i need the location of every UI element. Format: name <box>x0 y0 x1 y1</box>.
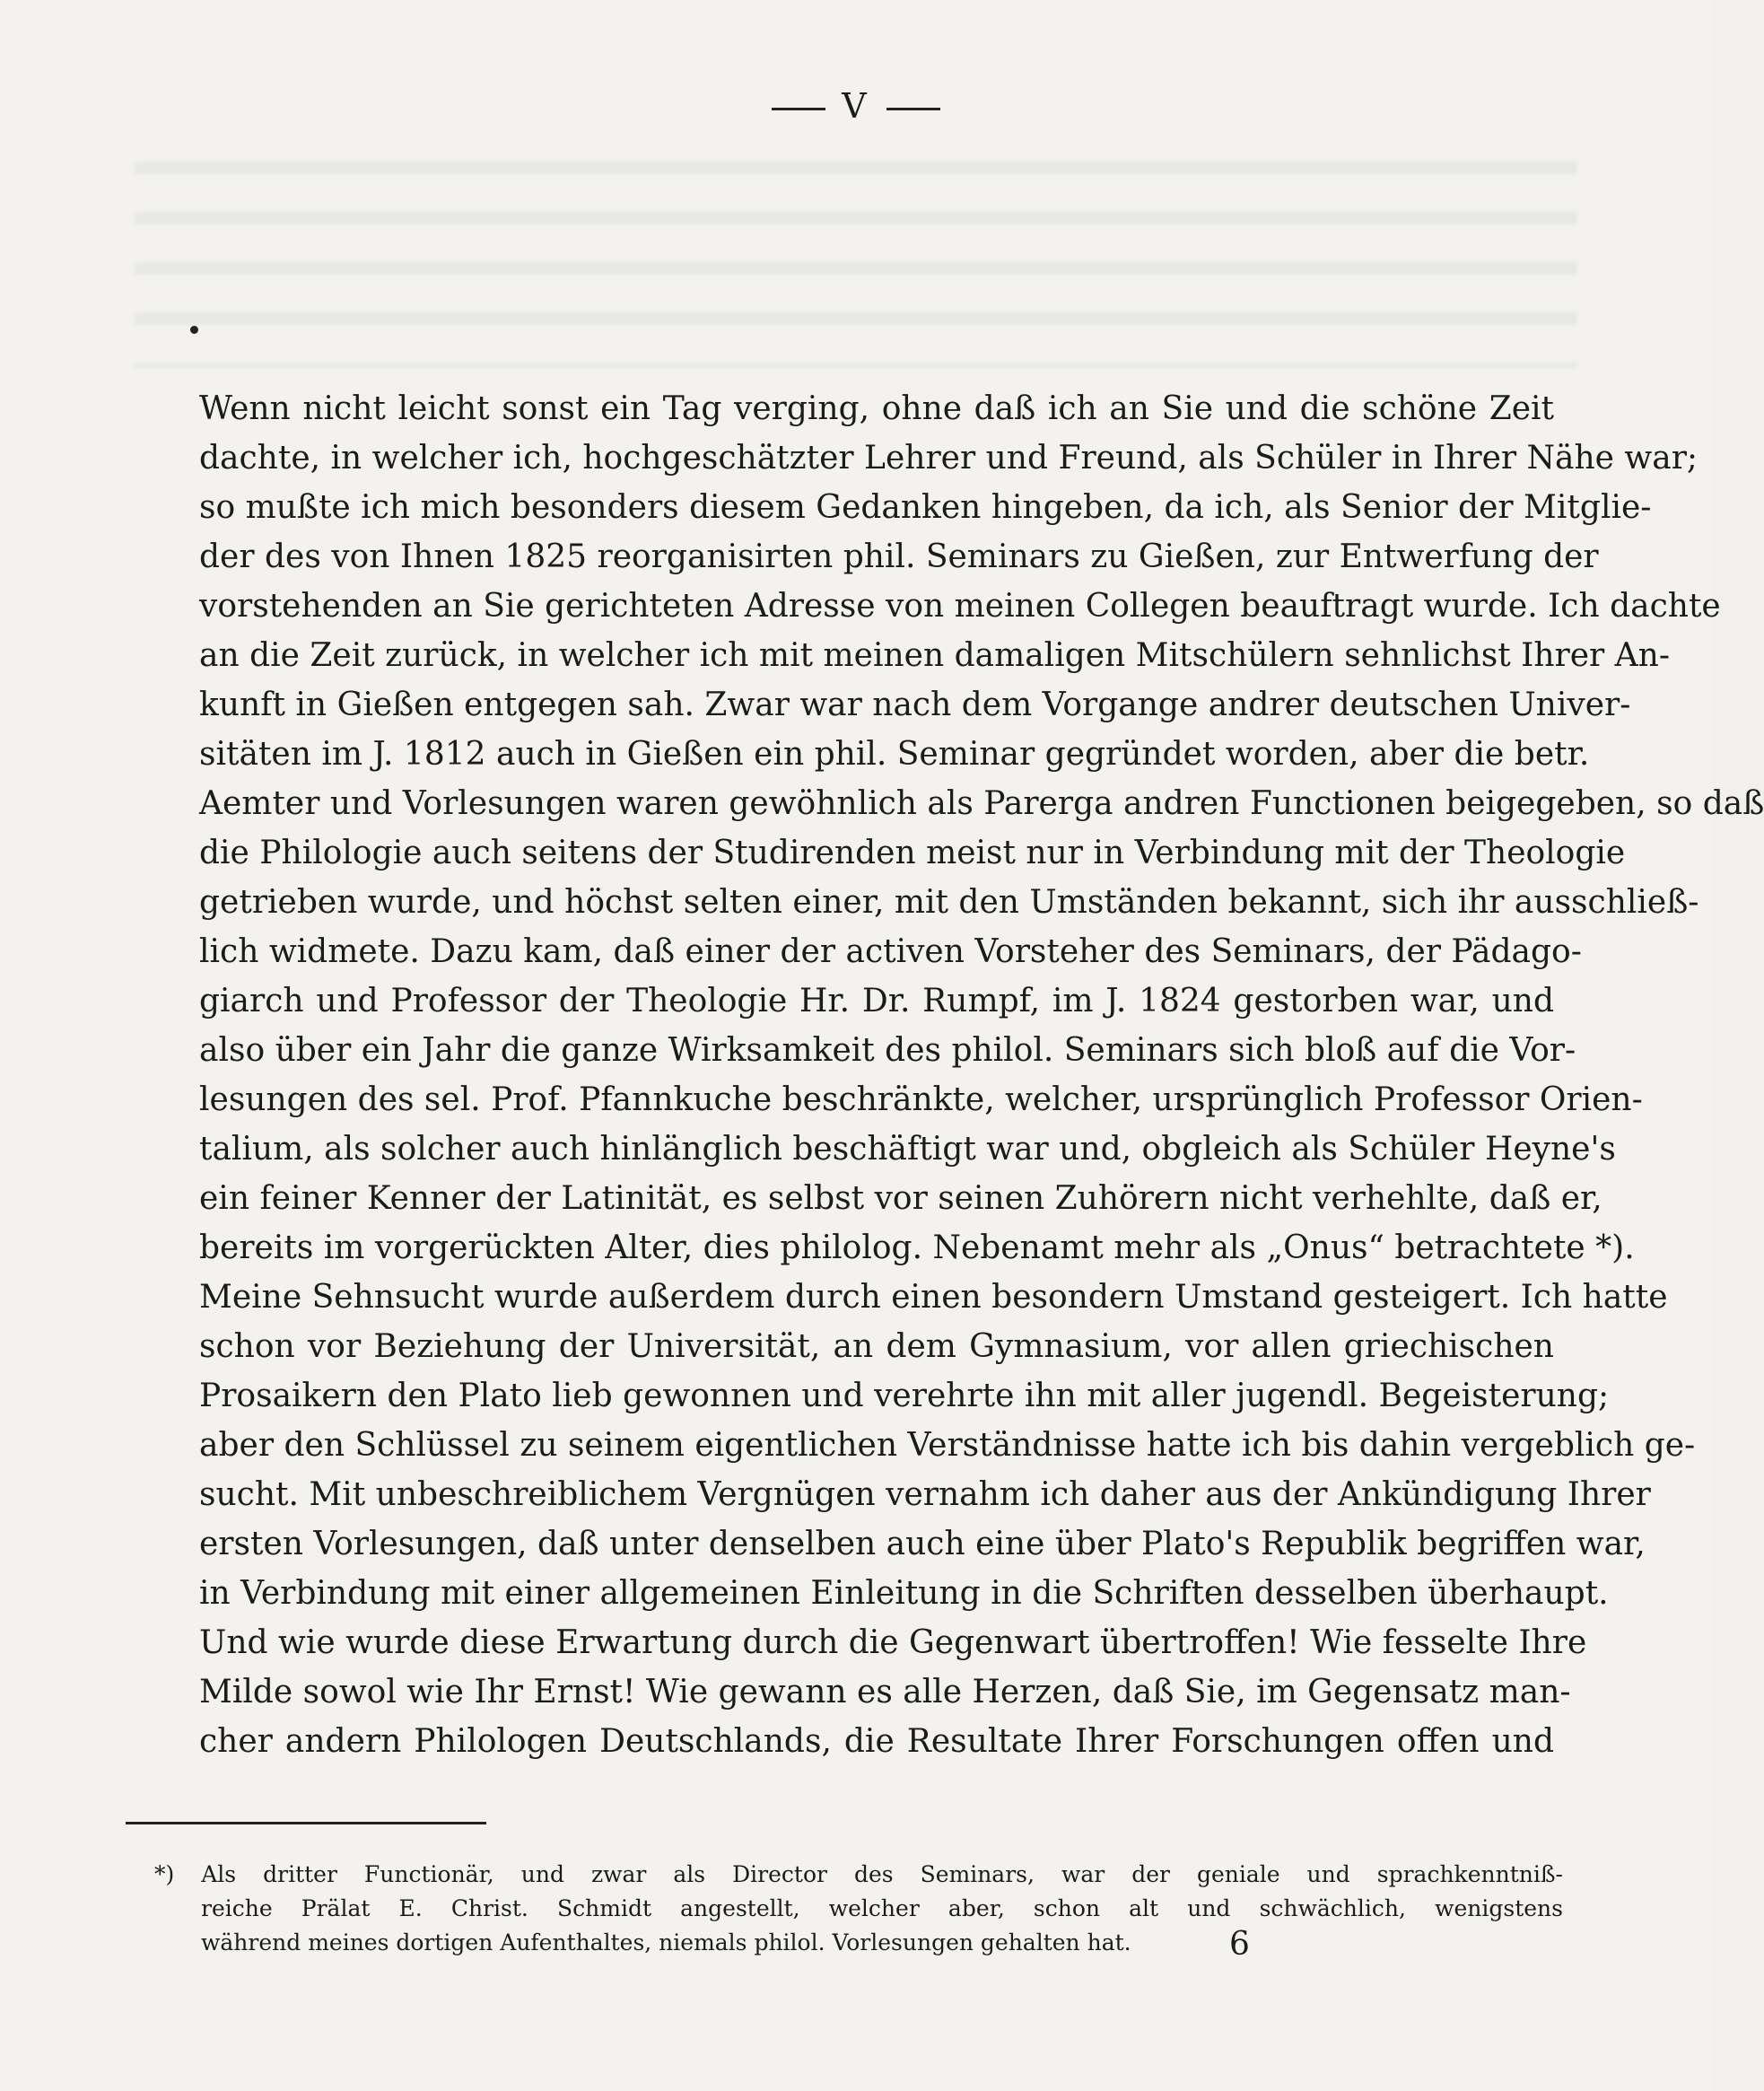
text-line: bereits im vorgerückten Alter, dies philolog. Nebenamt mehr als „Onus“ betrachtete *). <box>199 1229 1635 1266</box>
text-line: dachte, in welcher ich, hochgeschätzter Lehrer und Freund, als Schüler in Ihrer Nähe war; <box>199 440 1699 477</box>
text-line: getrieben wurde, und höchst selten einer, mit den Umständen bekannt, sich ihr ausschließ- <box>199 884 1699 921</box>
text-line: lesungen des sel. Prof. Pfannkuche beschränkte, welcher, ursprünglich Professor Orien- <box>199 1081 1643 1118</box>
footnote <box>154 1858 1563 1960</box>
text-line: sitäten im J. 1812 auch in Gießen ein phil. Seminar gegründet worden, aber die betr. <box>199 736 1590 773</box>
text-line: an die Zeit zurück, in welcher ich mit meinen damaligen Mitschülern sehnlichst Ihrer An- <box>199 637 1671 674</box>
text-line: Aemter und Vorlesungen waren gewöhnlich als Parerga andren Functionen beigegeben, so daß <box>199 785 1764 822</box>
text-line: die Philologie auch seitens der Studirenden meist nur in Verbindung mit der Theologie <box>199 835 1626 871</box>
text-line: talium, als solcher auch hinlänglich beschäftigt war und, obgleich als Schüler Heyne's <box>199 1131 1616 1168</box>
header-dash-right <box>886 108 940 110</box>
ink-dot <box>190 326 198 334</box>
header-dash-left <box>772 108 825 110</box>
text-line: aber den Schlüssel zu seinem eigentlichen Verständnisse hatte ich bis dahin vergeblich ge- <box>199 1427 1696 1464</box>
text-line: lich widmete. Dazu kam, daß einer der activen Vorsteher des Seminars, der Pädago- <box>199 933 1582 970</box>
text-line: Prosaikern den Plato lieb gewonnen und verehrte ihn mit aller jugendl. Begeisterung; <box>199 1378 1610 1414</box>
text-line: sucht. Mit unbeschreiblichem Vergnügen vernahm ich daher aus der Ankündigung Ihrer <box>199 1476 1651 1513</box>
text-line: ersten Vorlesungen, daß unter denselben auch eine über Plato's Republik begriffen war, <box>199 1526 1646 1562</box>
text-line: Milde sowol wie Ihr Ernst! Wie gewann es alle Herzen, daß Sie, im Gegensatz man- <box>199 1674 1571 1710</box>
text-line: kunft in Gießen entgegen sah. Zwar war nach dem Vorgange andrer deutschen Univer- <box>199 687 1631 723</box>
text-line: Wenn nicht leicht sonst ein Tag verging, ohne daß ich an Sie und die schöne Zeit <box>199 390 1554 427</box>
main-text <box>199 384 1764 1766</box>
text-line: vorstehenden an Sie gerichteten Adresse von meinen Collegen beauftragt wurde. Ich dachte <box>199 588 1721 625</box>
text-line: schon vor Beziehung der Universität, an dem Gymnasium, vor allen griechischen <box>199 1328 1554 1365</box>
page-header <box>0 86 1712 126</box>
bleed-through-shadow <box>135 162 1577 368</box>
text-line: cher andern Philologen Deutschlands, die Resultate Ihrer Forschungen offen und <box>199 1723 1554 1760</box>
footnote-line: reiche Prälat E. Christ. Schmidt angestellt, welcher aber, schon alt und schwächlich, wenigstens <box>201 1895 1563 1921</box>
footnote-line: während meines dortigen Aufenthaltes, niemals philol. Vorlesungen gehalten hat. <box>201 1929 1131 1955</box>
text-line: der des von Ihnen 1825 reorganisirten phil. Seminars zu Gießen, zur Entwerfung der <box>199 538 1599 575</box>
text-line: so mußte ich mich besonders diesem Gedanken hingeben, da ich, als Senior der Mitglie- <box>199 489 1652 526</box>
text-line: Und wie wurde diese Erwartung durch die Gegenwart übertroffen! Wie fesselte Ihre <box>199 1624 1587 1661</box>
text-line: also über ein Jahr die ganze Wirksamkeit des philol. Seminars sich bloß auf die Vor- <box>199 1032 1576 1069</box>
signature-mark: 6 <box>1229 1926 1250 1963</box>
text-line: giarch und Professor der Theologie Hr. Dr. Rumpf, im J. 1824 gestorben war, und <box>199 983 1554 1019</box>
text-line: ein feiner Kenner der Latinität, es selbst vor seinen Zuhörern nicht verhehlte, daß er, <box>199 1180 1602 1217</box>
text-line: Meine Sehnsucht wurde außerdem durch einen besondern Umstand gesteigert. Ich hatte <box>199 1279 1668 1316</box>
text-line: in Verbindung mit einer allgemeinen Einleitung in die Schriften desselben überhaupt. <box>199 1575 1609 1612</box>
page-numeral: V <box>842 86 870 126</box>
footnote-line: *) Als dritter Functionär, und zwar als Director des Seminars, war der geniale und sprachkenntniß- <box>154 1861 1563 1887</box>
footnote-rule <box>126 1822 486 1824</box>
